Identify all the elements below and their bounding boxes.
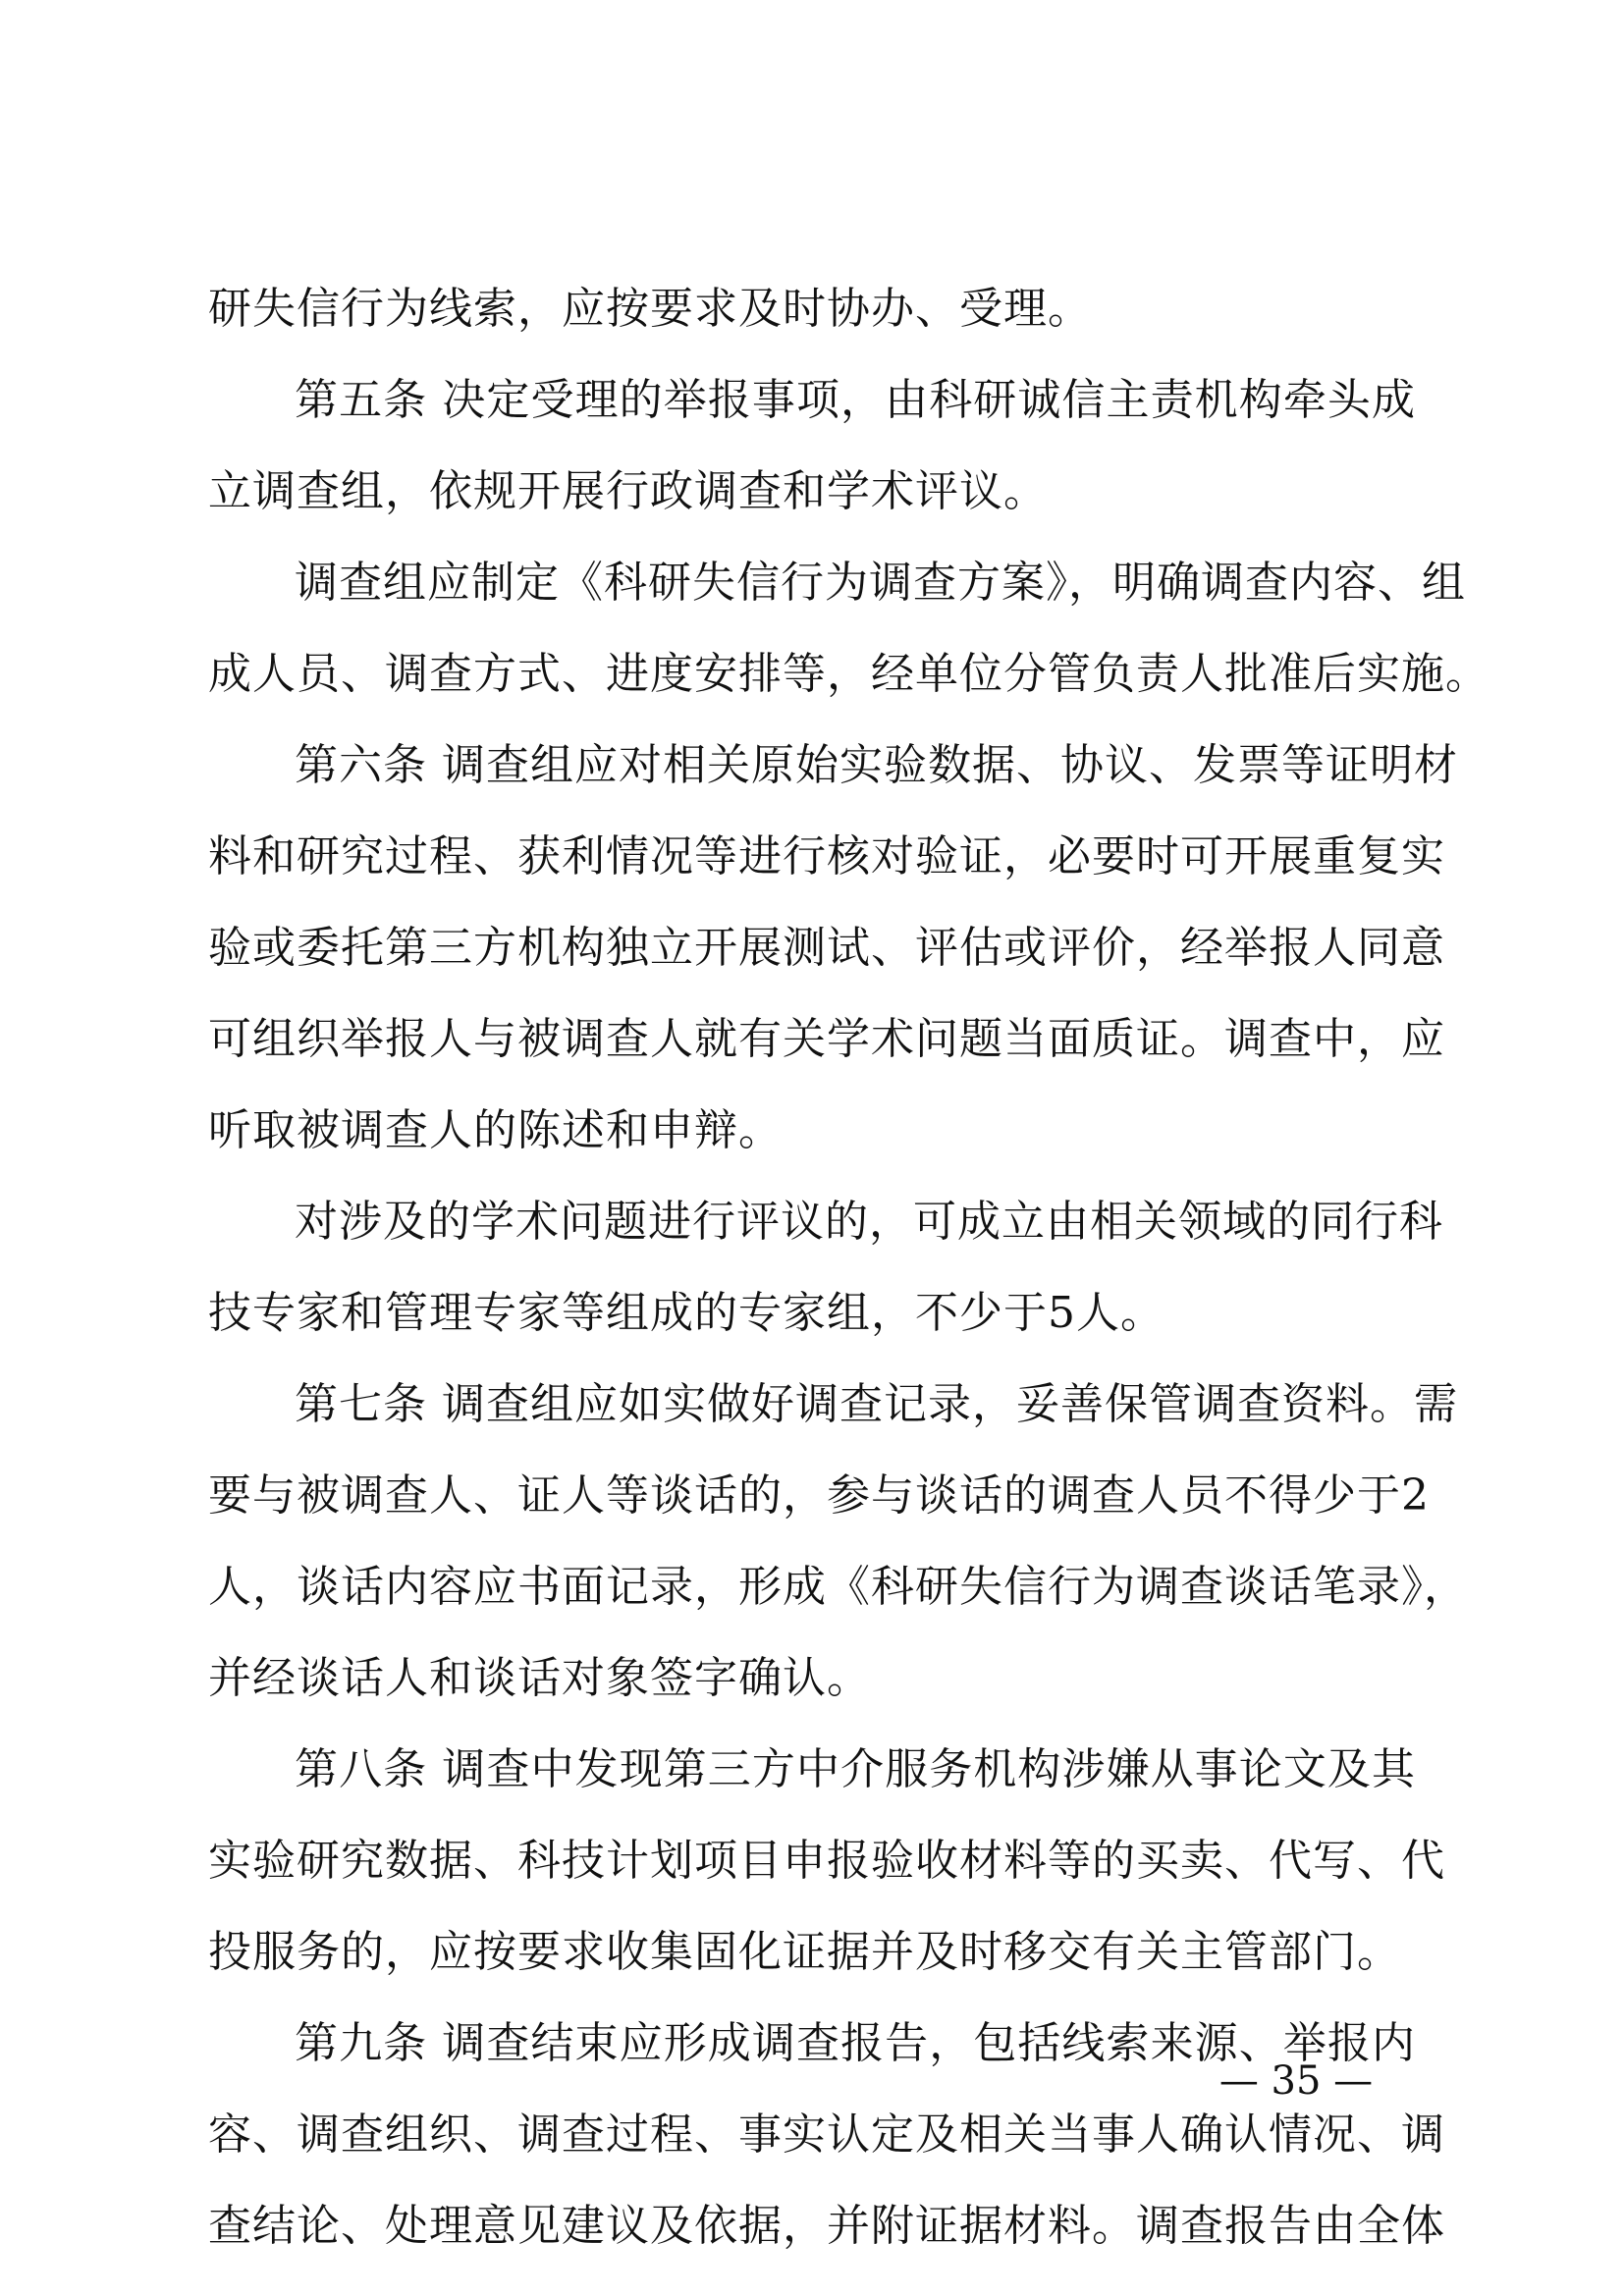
article-9-heading-line: 第九条 调查结束应形成调查报告，包括线索来源、举报内 bbox=[295, 2018, 1416, 2068]
text-line-3: 立调查组，依规开展行政调查和学术评议。 bbox=[208, 466, 1048, 516]
text-line-12: 技专家和管理专家等组成的专家组，不少于5人。 bbox=[208, 1288, 1164, 1338]
article-8-heading-line: 第八条 调查中发现第三方中介服务机构涉嫌从事论文及其 bbox=[295, 1744, 1416, 1794]
text-line-21: 容、调查组织、调查过程、事实认定及相关当事人确认情况、调 bbox=[208, 2109, 1445, 2160]
text-line-1: 研失信行为线索，应按要求及时协办、受理。 bbox=[208, 284, 1092, 334]
text-line-15: 人，谈话内容应书面记录，形成《科研失信行为调查谈话笔录》， bbox=[208, 1562, 1468, 1612]
text-line-19: 投服务的，应按要求收集固化证据并及时移交有关主管部门。 bbox=[208, 1927, 1401, 1977]
text-line-8: 验或委托第三方机构独立开展测试、评估或评价，经举报人同意 bbox=[208, 923, 1445, 973]
article-6-heading-line: 第六条 调查组应对相关原始实验数据、协议、发票等证明材 bbox=[295, 740, 1458, 790]
text-line-18: 实验研究数据、科技计划项目申报验收材料等的买卖、代写、代 bbox=[208, 1836, 1445, 1886]
article-5-heading-line: 第五条 决定受理的举报事项，由科研诚信主责机构牵头成 bbox=[295, 375, 1416, 425]
page-number: — 35 — bbox=[1218, 2058, 1374, 2104]
text-line-7: 料和研究过程、获利情况等进行核对验证，必要时可开展重复实 bbox=[208, 831, 1445, 881]
text-line-11: 对涉及的学术问题进行评议的，可成立由相关领域的同行科 bbox=[295, 1197, 1443, 1247]
article-7-heading-line: 第七条 调查组应如实做好调查记录，妥善保管调查资料。需 bbox=[295, 1379, 1458, 1429]
text-line-14: 要与被调查人、证人等谈话的，参与谈话的调查人员不得少于2 bbox=[208, 1470, 1430, 1521]
text-line-22: 查结论、处理意见建议及依据，并附证据材料。调查报告由全体 bbox=[208, 2201, 1445, 2251]
text-line-9: 可组织举报人与被调查人就有关学术问题当面质证。调查中，应 bbox=[208, 1014, 1445, 1064]
text-line-4: 调查组应制定《科研失信行为调查方案》，明确调查内容、组 bbox=[295, 558, 1466, 608]
text-line-5: 成人员、调查方式、进度安排等，经单位分管负责人批准后实施。 bbox=[208, 649, 1489, 699]
text-line-10: 听取被调查人的陈述和申辩。 bbox=[208, 1105, 783, 1155]
text-line-16: 并经谈话人和谈话对象签字确认。 bbox=[208, 1653, 871, 1703]
